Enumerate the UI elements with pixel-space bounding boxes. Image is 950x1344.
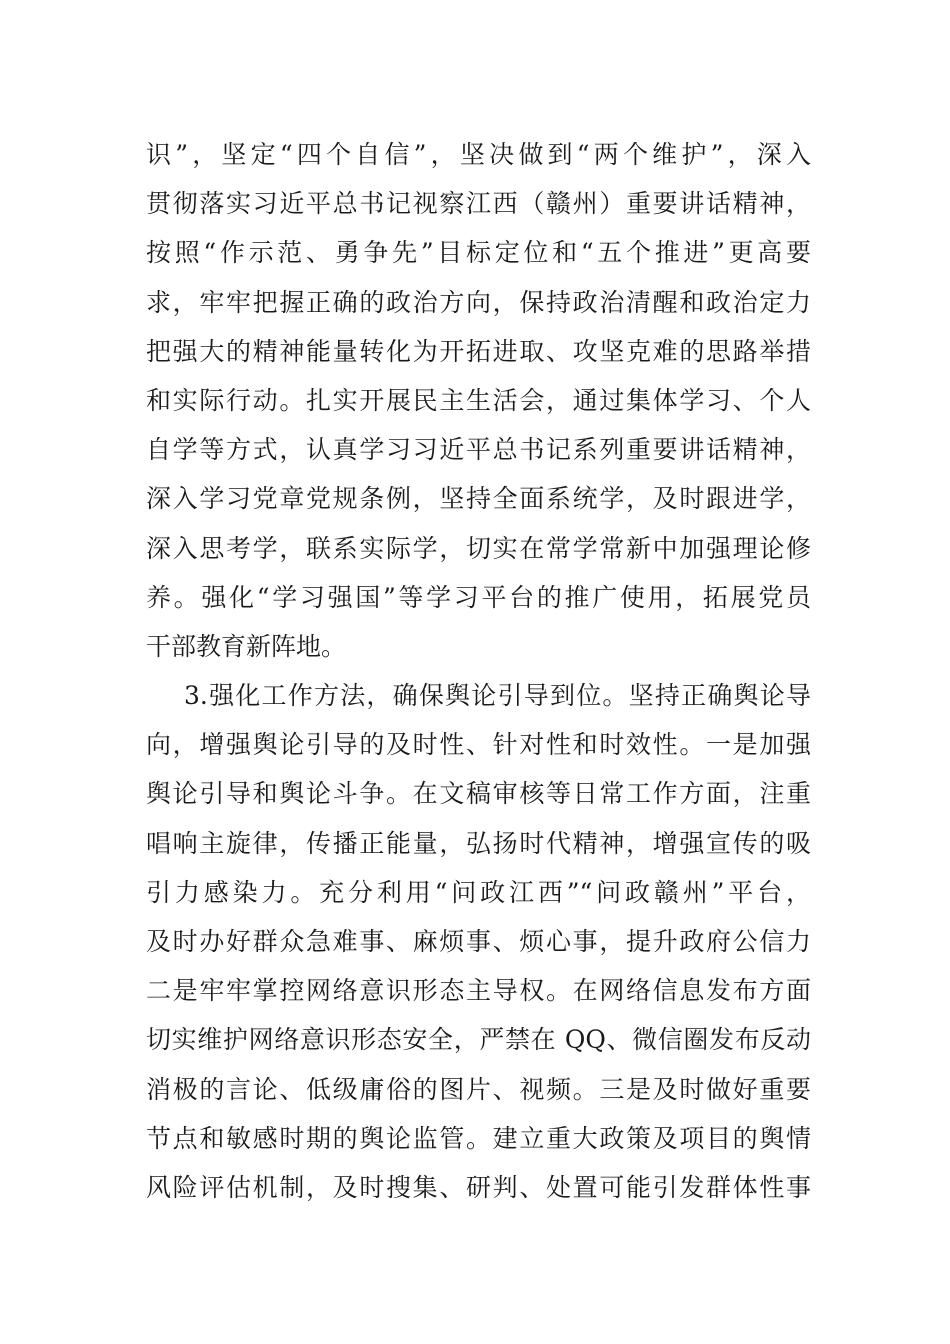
text-line: 引力感染力。充分利用“问政江西”“问政赣州”平台， [146, 877, 811, 907]
text-line: 3.强化工作方法，确保舆论引导到位。坚持正确舆论导 [184, 681, 811, 711]
text-line: 舆论引导和舆论斗争。在文稿审核等日常工作方面，注重 [146, 779, 811, 809]
document-body [146, 130, 811, 1212]
text-line: 按照“作示范、勇争先”目标定位和“五个推进”更高要 [146, 238, 811, 268]
text-line: 养。强化“学习强国”等学习平台的推广使用，拓展党员 [146, 582, 811, 612]
text-line: 风险评估机制，及时搜集、研判、处置可能引发群体性事 [146, 1172, 811, 1202]
text-line: 识”，坚定“四个自信”，坚决做到“两个维护”，深入 [146, 140, 811, 169]
text-line: 向，增强舆论引导的及时性、针对性和时效性。一是加强 [146, 730, 811, 760]
text-line: 深入学习党章党规条例，坚持全面系统学，及时跟进学， [146, 484, 811, 514]
text-line: 及时办好群众急难事、麻烦事、烦心事，提升政府公信力 [146, 927, 811, 956]
paragraph-1 [146, 130, 811, 671]
text-line: 深入思考学，联系实际学，切实在常学常新中加强理论修 [146, 533, 811, 563]
text-line: 自学等方式，认真学习习近平总书记系列重要讲话精神， [146, 435, 811, 465]
text-line: 唱响主旋律，传播正能量，弘扬时代精神，增强宣传的吸 [146, 828, 811, 858]
text-line: 求，牢牢把握正确的政治方向，保持政治清醒和政治定力 [146, 287, 811, 317]
text-line: 和实际行动。扎实开展民主生活会，通过集体学习、个人 [146, 385, 811, 415]
text-line: 消极的言论、低级庸俗的图片、视频。三是及时做好重要 [146, 1074, 811, 1104]
text-line: 节点和敏感时期的舆论监管。建立重大政策及项目的舆情 [146, 1123, 811, 1153]
text-line: 贯彻落实习近平总书记视察江西（赣州）重要讲话精神， [146, 189, 811, 219]
text-line: 切实维护网络意识形态安全，严禁在 QQ、微信圈发布反动 [146, 1025, 811, 1055]
text-line: 干部教育新阵地。 [146, 631, 347, 661]
paragraph-2 [146, 671, 811, 1212]
text-line: 把强大的精神能量转化为开拓进取、攻坚克难的思路举措 [146, 336, 811, 366]
text-line: 二是牢牢掌控网络意识形态主导权。在网络信息发布方面 [146, 976, 811, 1006]
